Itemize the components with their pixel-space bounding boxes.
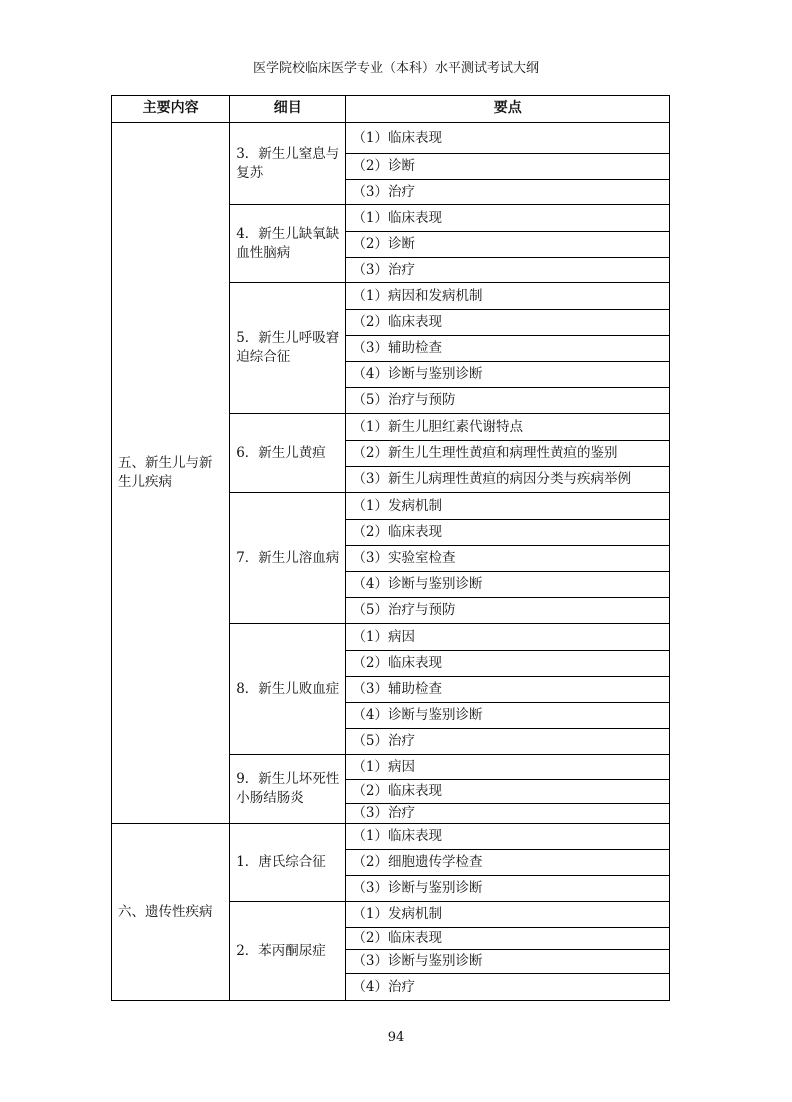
key-point-cell: （4）诊断与鉴别诊断 <box>346 703 670 729</box>
key-point-cell: （3）辅助检查 <box>346 677 670 703</box>
key-point-cell: （1）发病机制 <box>346 902 670 928</box>
column-header-main-content: 主要内容 <box>112 96 230 123</box>
detail-cell: 7．新生儿溶血病 <box>230 493 346 624</box>
exam-outline-table <box>111 95 670 1001</box>
key-point-cell: （2）临床表现 <box>346 780 670 804</box>
table-header-row <box>112 96 670 123</box>
detail-cell: 9．新生儿坏死性小肠结肠炎 <box>230 755 346 824</box>
table-row <box>112 123 670 154</box>
key-point-cell: （2）诊断 <box>346 232 670 258</box>
key-point-cell: （2）临床表现 <box>346 520 670 546</box>
key-point-cell: （1）病因 <box>346 624 670 651</box>
key-point-cell: （1）病因 <box>346 755 670 780</box>
main-content-cell: 五、新生儿与新生儿疾病 <box>112 123 230 824</box>
key-point-cell: （2）细胞遗传学检查 <box>346 850 670 876</box>
key-point-cell: （3）辅助检查 <box>346 336 670 362</box>
key-point-cell: （5）治疗与预防 <box>346 388 670 414</box>
key-point-cell: （5）治疗与预防 <box>346 598 670 624</box>
detail-cell: 6．新生儿黄疸 <box>230 414 346 493</box>
key-point-cell: （3）诊断与鉴别诊断 <box>346 950 670 974</box>
page-number: 94 <box>387 1030 405 1045</box>
key-point-cell: （1）临床表现 <box>346 824 670 850</box>
table-row <box>112 824 670 850</box>
key-point-cell: （3）诊断与鉴别诊断 <box>346 876 670 902</box>
key-point-cell: （3）治疗 <box>346 258 670 283</box>
key-point-cell: （1）新生儿胆红素代谢特点 <box>346 414 670 441</box>
column-header-detail: 细目 <box>230 96 346 123</box>
main-content-cell: 六、遗传性疾病 <box>112 824 230 1001</box>
key-point-cell: （4）治疗 <box>346 974 670 1001</box>
key-point-cell: （2）临床表现 <box>346 928 670 950</box>
detail-cell: 5．新生儿呼吸窘迫综合征 <box>230 283 346 414</box>
key-point-cell: （3）治疗 <box>346 180 670 205</box>
detail-cell: 2．苯丙酮尿症 <box>230 902 346 1001</box>
detail-cell: 8．新生儿败血症 <box>230 624 346 755</box>
key-point-cell: （5）治疗 <box>346 729 670 755</box>
key-point-cell: （2）临床表现 <box>346 651 670 677</box>
running-header: 医学院校临床医学专业（本科）水平测试考试大纲 <box>252 61 539 76</box>
key-point-cell: （2）临床表现 <box>346 310 670 336</box>
key-point-cell: （3）实验室检查 <box>346 546 670 572</box>
key-point-cell: （2）诊断 <box>346 154 670 180</box>
key-point-cell: （3）治疗 <box>346 804 670 824</box>
detail-cell: 4．新生儿缺氧缺血性脑病 <box>230 205 346 283</box>
key-point-cell: （1）临床表现 <box>346 123 670 154</box>
detail-cell: 3．新生儿窒息与复苏 <box>230 123 346 205</box>
detail-cell: 1．唐氏综合征 <box>230 824 346 902</box>
column-header-key-points: 要点 <box>346 96 670 123</box>
table-body <box>112 123 670 1001</box>
key-point-cell: （4）诊断与鉴别诊断 <box>346 362 670 388</box>
key-point-cell: （1）临床表现 <box>346 205 670 232</box>
key-point-cell: （3）新生儿病理性黄疸的病因分类与疾病举例 <box>346 467 670 493</box>
key-point-cell: （2）新生儿生理性黄疸和病理性黄疸的鉴别 <box>346 441 670 467</box>
key-point-cell: （1）发病机制 <box>346 493 670 520</box>
key-point-cell: （1）病因和发病机制 <box>346 283 670 310</box>
key-point-cell: （4）诊断与鉴别诊断 <box>346 572 670 598</box>
